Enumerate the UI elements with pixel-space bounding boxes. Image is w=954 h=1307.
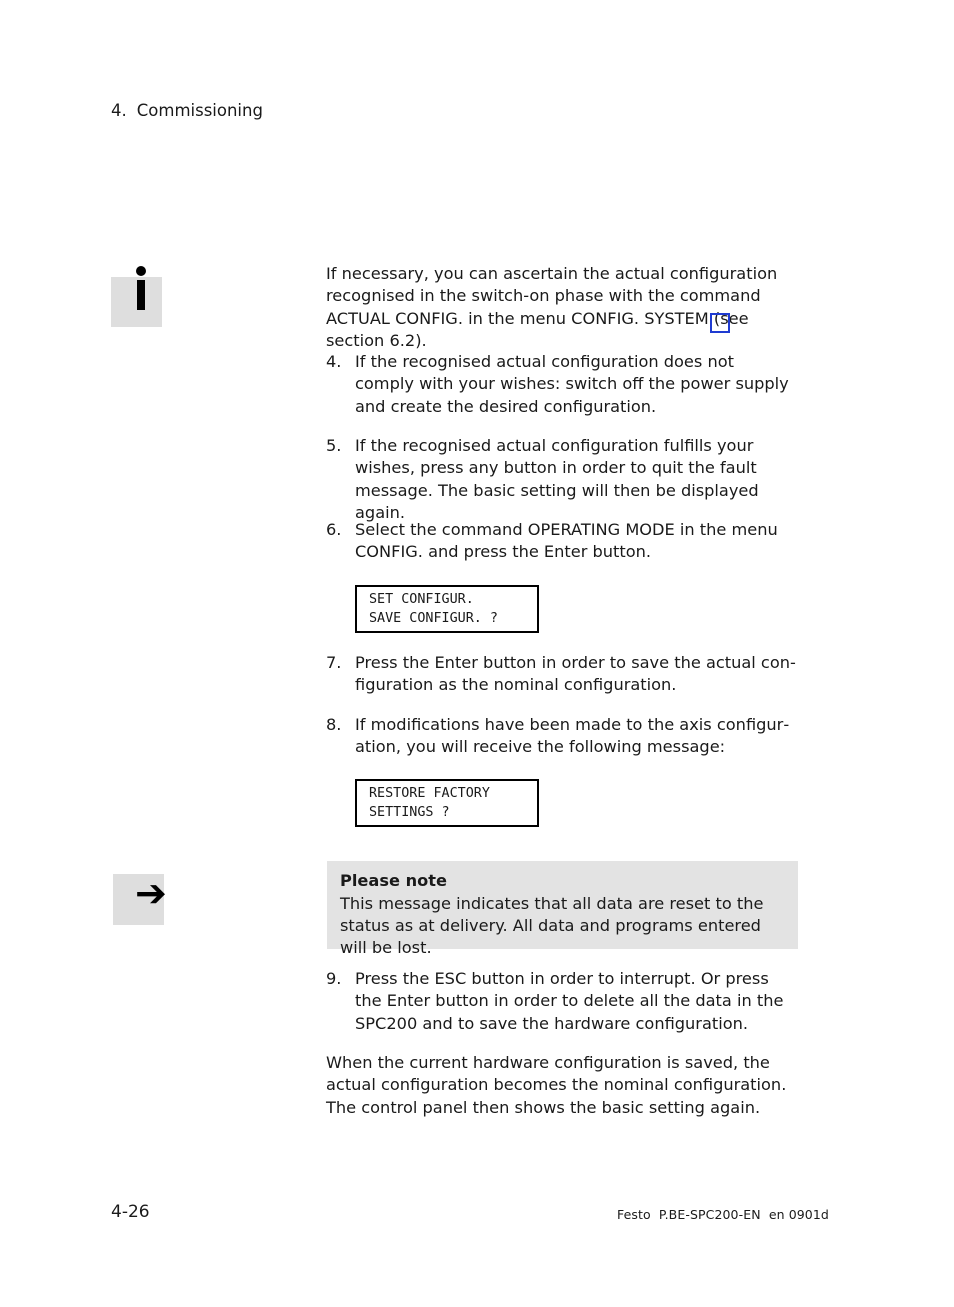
lcd-display-restore	[355, 779, 539, 827]
step-text: If modifications have been made to the axis configuration, you will receive the following message:	[355, 715, 790, 757]
step-number: 8.	[326, 715, 342, 734]
lcd-line: SAVE CONFIGUR. ?	[369, 611, 498, 626]
intro-paragraph: If necessary, you can ascertain the actual configuration recognised in the switch-on phase with the command ACTUAL CONFIG. in the menu CONFIG. SYSTEM (see section 6.2).	[326, 264, 778, 350]
page-header	[111, 101, 263, 120]
lcd-line: SET CONFIGUR.	[369, 592, 474, 607]
arrow-right-icon: ➔	[135, 871, 167, 915]
lcd-line: SETTINGS ?	[369, 805, 450, 820]
lcd-display-save	[355, 585, 539, 633]
step-text: Select the command OPERATING MODE in the menu CONFIG. and press the Enter button.	[355, 520, 778, 562]
info-icon-stem	[137, 280, 145, 310]
chapter-title: Commissioning	[136, 101, 263, 120]
page-number: 4-26	[111, 1202, 150, 1222]
step-text: Press the ESC button in order to interrupt. Or press the Enter button in order to delete all the data in the SPC200 and to save the hardware configuration.	[355, 969, 784, 1033]
step-text: Press the Enter button in order to save the actual configuration as the nominal configuration.	[355, 653, 796, 695]
link-highlight[interactable]	[710, 313, 730, 333]
step-text: If the recognised actual configuration fulfills your wishes, press any button in order to quit the fault message. The basic setting will then be displayed again.	[355, 436, 759, 522]
step-number: 9.	[326, 969, 342, 988]
step-number: 5.	[326, 436, 342, 455]
info-icon-dot	[136, 266, 146, 276]
chapter-number: 4.	[111, 101, 127, 120]
step-text: If the recognised actual configuration does not comply with your wishes: switch off the power supply and create the desired configuration.	[355, 352, 789, 416]
step-number: 6.	[326, 520, 342, 539]
note-title: Please note	[340, 871, 447, 890]
document-id: Festo P.BE-SPC200-EN en 0901d	[617, 1207, 829, 1222]
lcd-line: RESTORE FACTORY	[369, 786, 490, 801]
closing-paragraph: When the current hardware configuration is saved, the actual configuration becomes the nominal configuration. The control panel then shows the basic setting again.	[326, 1053, 787, 1117]
step-number: 4.	[326, 352, 342, 371]
step-number: 7.	[326, 653, 342, 672]
note-body: This message indicates that all data are reset to the status as at delivery. All data and programs entered will be lost.	[340, 894, 764, 957]
